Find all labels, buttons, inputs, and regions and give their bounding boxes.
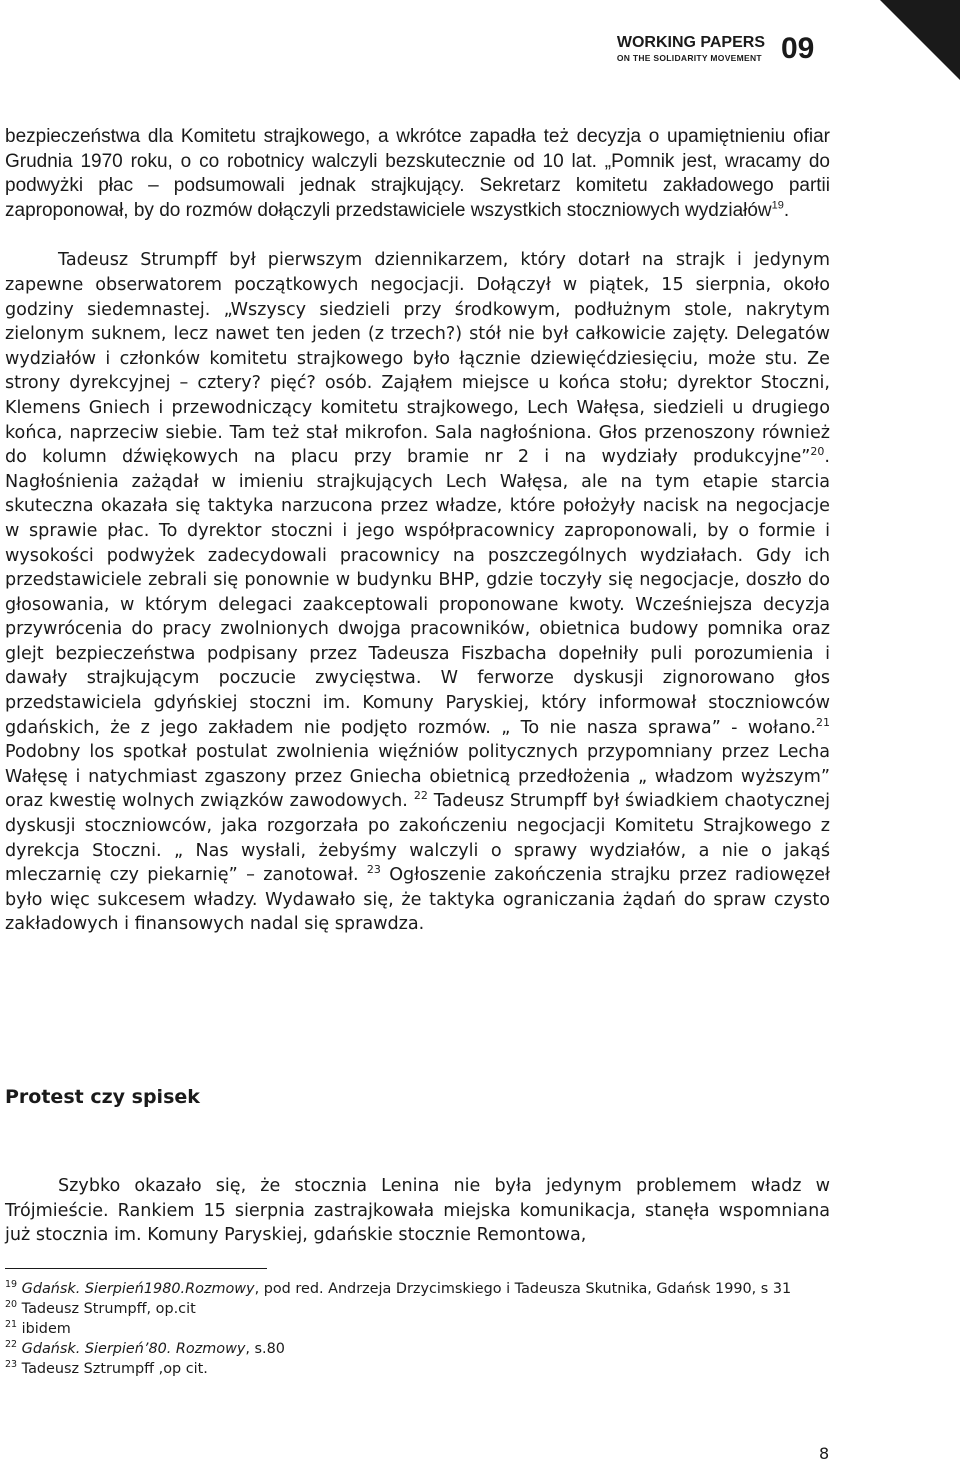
footnote-text: Tadeusz Strumpff, op.cit [21, 1301, 196, 1317]
footnote-divider [5, 1268, 267, 1269]
paragraph-2-text-e: Ogłoszenie zakończenia strajku przez radiowęzeł było więc sukcesem władzy. Wydawało się, że taktyka ograniczania żądań do spraw czysto zakładowych i finansowych nadal się sprawdza. [5, 865, 830, 935]
footnote-ref-21: 21 [816, 715, 830, 729]
footnote-number: 21 [5, 1319, 18, 1331]
footnote-text: Tadeusz Sztrumpff ,op cit. [21, 1361, 208, 1377]
footnote-title: Gdańsk. Sierpień’80. Rozmowy [21, 1341, 246, 1357]
footnote-number: 20 [5, 1299, 18, 1311]
footnote-23 [5, 1359, 845, 1379]
paragraph-2-text-c: Podobny los spotkał postulat zwolnienia więźniów politycznych przypomniany przez Lecha Wałęsę i natychmiast zgaszony przez Gniecha obietnicą przedłożenia „ władzom wyższym” oraz kwestię wolnych związków zawodowych. [5, 742, 830, 812]
footnote-title: Gdańsk. Sierpień1980.Rozmowy [21, 1281, 255, 1297]
paragraph-2-text-a: Tadeusz Strumpff był pierwszym dziennikarzem, który dotarł na strajk i jedynym zapewne obserwatorem początkowych negocjacji. Dołączył w piątek, 15 sierpnia, około godziny siedemnastej. „Wszyscy siedzieli przy środkowym, podłużnym stole, nakrytym zielonym suknem, lecz nawet ten jeden (z trzech?) stół nie był całkowicie zajęty. Delegatów wydziałów i członków komitetu strajkowego było łącznie dziewięćdziesięciu, może stu. Ze strony dyrekcyjnej – cztery? pięć? osób. Zająłem miejsce u końca stołu; dyrektor Stoczni, Klemens Gniech i przewodniczący komitetu strajkowego, Lech Wałęsa, siedzieli u drugiego końca, naprzeciw siebie. Tam też stał mikrofon. Sala nagłośniona. Głos przenoszony również do kolumn dźwiękowych na placu przy bramie nr 2 i na wydziały produkcyjne” [5, 250, 830, 468]
footnote-21 [5, 1319, 845, 1339]
footnote-text: , pod red. Andrzeja Drzycimskiego i Tadeusza Skutnika, Gdańsk 1990, s 31 [254, 1281, 792, 1297]
series-title [617, 35, 765, 63]
footnote-19 [5, 1279, 845, 1299]
footnote-text: , s.80 [245, 1341, 285, 1357]
footnote-number: 23 [5, 1359, 18, 1371]
footnote-20 [5, 1299, 845, 1319]
page-number: 8 [819, 1444, 830, 1463]
footnote-22 [5, 1339, 845, 1359]
paragraph-1 [5, 125, 830, 223]
footnote-text: ibidem [21, 1321, 71, 1337]
footnote-ref-19: 19 [771, 199, 784, 212]
footnote-ref-20: 20 [810, 445, 825, 459]
footnote-number: 22 [5, 1339, 18, 1351]
series-title-line1: WORKING PAPERS [616, 34, 765, 51]
footnote-number: 19 [5, 1279, 18, 1291]
footnotes-list [5, 1279, 845, 1379]
paragraph-1-text: bezpieczeństwa dla Komitetu strajkowego, a wkrótce zapadła też decyzja o upamiętnieniu ofiar Grudnia 1970 roku, o co robotnicy walczyli bezskutecznie od 10 lat. „Pomnik jest, wracamy do podwyżki płac – podsumowali jednak strajkujący. Sekretarz komitetu zakładowego partii zaproponował, by do rozmów dołączyli przedstawiciele wszystkich stoczniowych wydziałów [5, 126, 830, 221]
corner-triangle-icon [880, 0, 960, 80]
paragraph-2-text-d: Tadeusz Strumpff był świadkiem chaotycznej dyskusji stoczniowców, jaka rozgorzała po zakończeniu negocjacji Komitetu Strajkowego z dyrekcja Stoczni. „ Nas wysłali, żebyśmy walczyli o sprawy wydziałów, a nie o jakąś mleczarnię czy piekarnię” – zanotował. [5, 791, 830, 886]
footnote-ref-23: 23 [366, 863, 381, 877]
paragraph-1-end: . [783, 199, 790, 221]
paragraph-2 [5, 248, 830, 937]
footnote-ref-22: 22 [413, 789, 428, 803]
series-title-line2: ON THE SOLIDARITY MOVEMENT [616, 53, 762, 63]
paragraph-2-text-b: . Nagłośnienia zażądał w imieniu strajkujących Lech Wałęsa, ale na tym etapie starcia skuteczna okazała się taktyka narzucona przez władze, które położyły nacisk na negocjacje w sprawie płac. To dyrektor stoczni i jego współpracownicy zaproponowali, by o formie i wysokości podwyżek zadecydowali pracownicy na poszczególnych wydziałach. Gdy ich przedstawiciele zebrali się ponownie w budynku BHP, gdzie toczyły się negocjacje, doszło do głosowania, w którym delegaci zaakceptowali proponowane kwoty. Wcześniejsza decyzja przywrócenia do pracy zwolnionych dwojga pracowników, obietnica budowy pomnika oraz glejt bezpieczeństwa podpisany przez Tadeusza Fiszbacha dopełniły puli porozumienia i dawały strajkującym poczucie zwycięstwa. W ferworze dyskusji zignorowano głos przedstawiciela gdyńskiej stoczni im. Komuny Paryskiej, który informował stoczniowców gdańskich, że z jego zakładem nie podjęto rozmów. „ To nie nasza sprawa” - wołano. [5, 447, 830, 738]
paragraph-3: Szybko okazało się, że stocznia Lenina nie była jedynym problemem władz w Trójmieście. Rankiem 15 sierpnia zastrajkowała miejska komunikacja, stanęła wspomniana już stocznia im. Komuny Paryskiej, gdańskie stocznie Remontowa, [5, 1176, 830, 1246]
section-heading: Protest czy spisek [5, 1086, 200, 1108]
issue-number: 09 [781, 32, 815, 65]
main-text [5, 125, 830, 937]
